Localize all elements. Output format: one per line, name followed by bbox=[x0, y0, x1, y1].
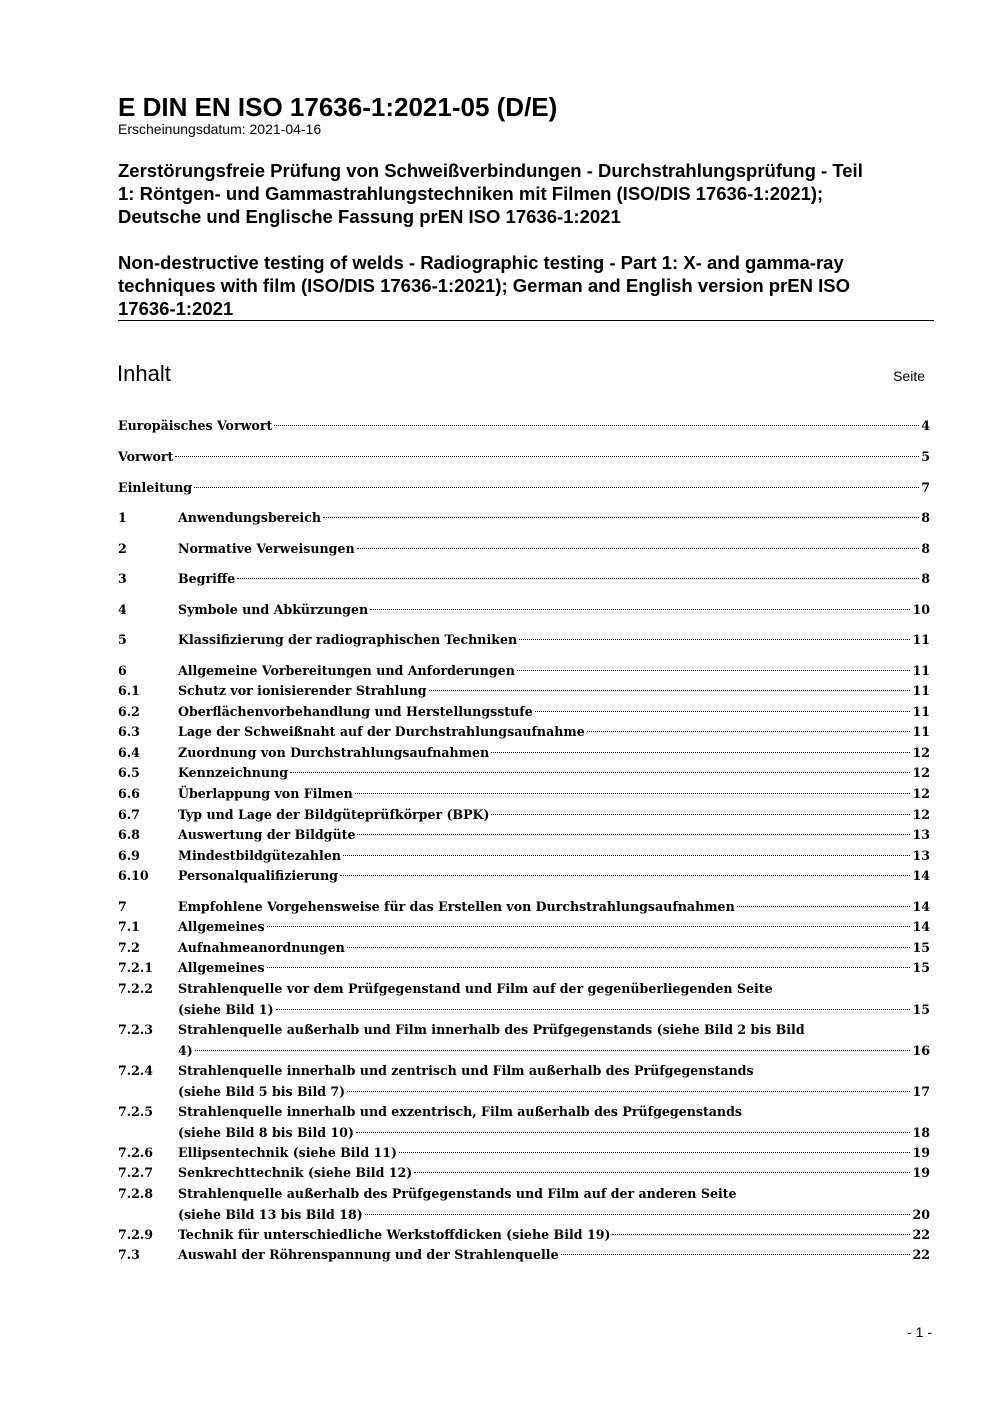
toc-dot-leader bbox=[491, 752, 910, 753]
toc-dot-leader bbox=[370, 609, 910, 610]
toc-entry-number: 6.3 bbox=[118, 724, 140, 739]
toc-entry-body bbox=[178, 917, 930, 938]
toc-page-column-label: Seite bbox=[893, 368, 925, 384]
toc-entry-body bbox=[178, 805, 930, 826]
toc-entry-body bbox=[178, 1163, 930, 1184]
toc-entry-line bbox=[178, 722, 930, 743]
toc-entry[interactable] bbox=[118, 1245, 930, 1266]
toc-entry-line bbox=[178, 1143, 930, 1164]
toc-entry-line bbox=[178, 805, 930, 826]
title-english-line: Non-destructive testing of welds - Radiographic testing - Part 1: X- and gamma-ray bbox=[118, 252, 844, 273]
toc-entry-number: 7.2.9 bbox=[118, 1227, 154, 1242]
toc-entry[interactable] bbox=[118, 938, 930, 959]
toc-entry-line bbox=[178, 1184, 930, 1205]
title-german-line: Deutsche und Englische Fassung prEN ISO 17636-1:2021 bbox=[118, 206, 621, 227]
toc-entry-page: 5 bbox=[921, 449, 930, 464]
toc-entry-line bbox=[178, 938, 930, 959]
toc-entry-title: 4) bbox=[178, 1042, 193, 1058]
toc-entry[interactable] bbox=[118, 508, 930, 529]
toc-entry-number: 7.2.2 bbox=[118, 981, 154, 996]
toc-entry-line bbox=[178, 661, 930, 682]
toc-entry-title: Strahlenquelle außerhalb des Prüfgegenstands und Film auf der anderen Seite bbox=[178, 1186, 737, 1201]
toc-entry[interactable] bbox=[118, 958, 930, 979]
toc-entry-title: Überlappung von Filmen bbox=[178, 786, 353, 801]
toc-entry-line bbox=[178, 1041, 930, 1062]
toc-entry-number: 7.2 bbox=[118, 940, 140, 955]
toc-entry-title: Kennzeichnung bbox=[178, 765, 289, 780]
toc-entry-line bbox=[178, 681, 930, 702]
toc-dot-leader bbox=[587, 731, 911, 732]
toc-entry-title: Einleitung bbox=[118, 480, 193, 495]
toc-entry[interactable] bbox=[118, 447, 930, 468]
toc-entry-page: 15 bbox=[912, 940, 930, 955]
toc-entry[interactable] bbox=[118, 763, 930, 784]
toc-entry[interactable] bbox=[118, 416, 930, 437]
toc-entry-line bbox=[178, 1082, 930, 1103]
toc-entry-line bbox=[178, 866, 930, 887]
toc-entry-line bbox=[178, 702, 930, 723]
toc-entry[interactable] bbox=[118, 979, 930, 1020]
toc-entry-number: 7.2.4 bbox=[118, 1063, 154, 1078]
toc-entry-body bbox=[178, 1245, 930, 1266]
document-id: E DIN EN ISO 17636-1:2021-05 (D/E) bbox=[118, 92, 558, 122]
toc-entry-title: Allgemeines bbox=[178, 960, 265, 975]
toc-entry-title: (siehe Bild 1) bbox=[178, 1001, 274, 1017]
toc-entry[interactable] bbox=[118, 805, 930, 826]
toc-dot-leader bbox=[323, 517, 919, 518]
toc-dot-leader bbox=[519, 639, 910, 640]
toc-entry-line bbox=[118, 447, 930, 468]
toc-entry-body bbox=[178, 1143, 930, 1164]
toc-dot-leader bbox=[340, 875, 911, 876]
toc-entry-page: 12 bbox=[912, 807, 930, 822]
toc-entry-body bbox=[178, 979, 930, 1020]
toc-entry-body bbox=[178, 1225, 930, 1246]
toc-entry[interactable] bbox=[118, 630, 930, 651]
toc-entry[interactable] bbox=[118, 702, 930, 723]
toc-dot-leader bbox=[267, 967, 911, 968]
toc-entry-title: Auswahl der Röhrenspannung und der Strahlenquelle bbox=[178, 1247, 559, 1262]
toc-entry-number: 6.4 bbox=[118, 745, 140, 760]
toc-entry-number: 6.8 bbox=[118, 827, 140, 842]
toc-entry-line bbox=[118, 416, 930, 437]
toc-entry-page: 8 bbox=[921, 510, 930, 525]
toc-dot-leader bbox=[561, 1254, 911, 1255]
toc-entry-body bbox=[178, 958, 930, 979]
toc-entry-title: Strahlenquelle außerhalb und Film innerhalb des Prüfgegenstands (siehe Bild 2 bis Bild bbox=[178, 1022, 805, 1037]
toc-entry[interactable] bbox=[118, 846, 930, 867]
toc-dot-leader bbox=[517, 670, 911, 671]
toc-entry-number: 7.3 bbox=[118, 1247, 140, 1262]
toc-entry-body bbox=[178, 722, 930, 743]
toc-entry[interactable] bbox=[118, 1102, 930, 1143]
toc-entry[interactable] bbox=[118, 1184, 930, 1225]
toc-entry-title: Anwendungsbereich bbox=[178, 510, 322, 525]
toc-dot-leader bbox=[267, 926, 911, 927]
toc-entry-number: 7.2.7 bbox=[118, 1165, 154, 1180]
toc-entry-body bbox=[178, 846, 930, 867]
toc-entry-page: 15 bbox=[912, 960, 930, 975]
toc-entry-number: 7.2.3 bbox=[118, 1022, 154, 1037]
toc-dot-leader bbox=[355, 793, 911, 794]
toc-entry-page: 14 bbox=[912, 919, 930, 934]
toc-entry-title: Auswertung der Bildgüte bbox=[178, 827, 356, 842]
toc-entry-body bbox=[178, 508, 930, 529]
toc-entry-title: Vorwort bbox=[118, 449, 174, 464]
toc-entry-number: 7 bbox=[118, 899, 127, 914]
toc-entry-title: Ellipsentechnik (siehe Bild 11) bbox=[178, 1145, 398, 1160]
toc-entry-body bbox=[178, 1020, 930, 1061]
toc-entry-page: 13 bbox=[912, 827, 930, 842]
toc-entry-page: 22 bbox=[912, 1227, 930, 1242]
toc-entry-title: Lage der Schweißnaht auf der Durchstrahlungsaufnahme bbox=[178, 724, 585, 739]
toc-entry-line bbox=[178, 1123, 930, 1144]
toc-dot-leader bbox=[343, 855, 910, 856]
toc-entry-page: 19 bbox=[912, 1165, 930, 1180]
toc-entry-number: 6.2 bbox=[118, 704, 140, 719]
toc-entry-line bbox=[178, 1000, 930, 1021]
toc-entry-body bbox=[118, 478, 930, 499]
toc-entry[interactable] bbox=[118, 1061, 930, 1102]
toc-dot-leader bbox=[290, 772, 910, 773]
toc-entry-body bbox=[178, 600, 930, 621]
toc-entry[interactable] bbox=[118, 478, 930, 499]
toc-entry-line bbox=[178, 1163, 930, 1184]
toc-entry-body bbox=[178, 897, 930, 918]
toc-entry-title: Empfohlene Vorgehensweise für das Erstellen von Durchstrahlungsaufnahmen bbox=[178, 899, 735, 914]
toc-entry-page: 22 bbox=[912, 1247, 930, 1262]
page-number: - 1 - bbox=[907, 1324, 932, 1340]
toc-entry-page: 10 bbox=[912, 602, 930, 617]
toc-heading: Inhalt bbox=[117, 361, 171, 386]
toc-entry-body bbox=[178, 569, 930, 590]
toc-entry-title: Schutz vor ionisierender Strahlung bbox=[178, 683, 427, 698]
toc-entry-line bbox=[178, 917, 930, 938]
toc-entry-page: 13 bbox=[912, 848, 930, 863]
toc-dot-leader bbox=[195, 1050, 911, 1051]
toc-entry[interactable] bbox=[118, 569, 930, 590]
title-english bbox=[118, 251, 948, 320]
toc-entry[interactable] bbox=[118, 661, 930, 682]
toc-entry-number: 6.9 bbox=[118, 848, 140, 863]
toc-entry-page: 12 bbox=[912, 745, 930, 760]
toc-entry-body bbox=[178, 661, 930, 682]
toc-entry-title: Mindestbildgütezahlen bbox=[178, 848, 341, 863]
toc-entry[interactable] bbox=[118, 600, 930, 621]
toc-dot-leader bbox=[357, 548, 920, 549]
toc-entry-title: Senkrechttechnik (siehe Bild 12) bbox=[178, 1165, 413, 1180]
toc-entry-line bbox=[178, 1102, 930, 1123]
toc-entry-line bbox=[178, 897, 930, 918]
toc-entry-page: 12 bbox=[912, 786, 930, 801]
toc-entry-body bbox=[178, 763, 930, 784]
toc-entry-line bbox=[178, 539, 930, 560]
title-divider bbox=[118, 320, 934, 321]
toc-entry-body bbox=[178, 681, 930, 702]
toc-entry-line bbox=[178, 958, 930, 979]
toc-entry-line bbox=[178, 600, 930, 621]
toc-entry-number: 5 bbox=[118, 632, 127, 647]
toc-entry[interactable] bbox=[118, 917, 930, 938]
toc-entry-page: 11 bbox=[912, 683, 930, 698]
toc-entry[interactable] bbox=[118, 722, 930, 743]
toc-entry-line bbox=[178, 1020, 930, 1041]
toc-entry-page: 20 bbox=[912, 1206, 930, 1222]
toc-entry-title: Allgemeine Vorbereitungen und Anforderungen bbox=[178, 663, 515, 678]
toc-entry-page: 4 bbox=[921, 418, 930, 433]
toc-entry-title: Normative Verweisungen bbox=[178, 541, 355, 556]
toc-entry-line bbox=[178, 569, 930, 590]
toc-entry-number: 7.2.8 bbox=[118, 1186, 154, 1201]
toc-entry-title: Allgemeines bbox=[178, 919, 265, 934]
toc-entry-number: 6 bbox=[118, 663, 127, 678]
toc-entry[interactable] bbox=[118, 866, 930, 887]
toc-entry-line bbox=[178, 743, 930, 764]
toc-entry[interactable] bbox=[118, 1163, 930, 1184]
toc-entry-line bbox=[178, 825, 930, 846]
toc-entry[interactable] bbox=[118, 1225, 930, 1246]
toc-dot-leader bbox=[429, 690, 911, 691]
toc-entry-body bbox=[178, 825, 930, 846]
toc-entry-number: 6.10 bbox=[118, 868, 149, 883]
toc-entry-title: Strahlenquelle vor dem Prüfgegenstand und Film auf der gegenüberliegenden Seite bbox=[178, 981, 773, 996]
toc-entry-title: Strahlenquelle innerhalb und exzentrisch, Film außerhalb des Prüfgegenstands bbox=[178, 1104, 742, 1119]
toc-entry-body bbox=[178, 1061, 930, 1102]
toc-dot-leader bbox=[399, 1152, 910, 1153]
toc-entry-body bbox=[178, 1102, 930, 1143]
toc-dot-leader bbox=[347, 947, 911, 948]
toc-dot-leader bbox=[612, 1234, 910, 1235]
toc-dot-leader bbox=[535, 711, 911, 712]
toc-dot-leader bbox=[347, 1091, 910, 1092]
toc-entry-number: 6.6 bbox=[118, 786, 140, 801]
toc-entry-page: 11 bbox=[912, 663, 930, 678]
toc-entry-number: 6.1 bbox=[118, 683, 140, 698]
toc-entry-line bbox=[178, 630, 930, 651]
toc-entry-line bbox=[178, 1205, 930, 1226]
toc-entry-page: 11 bbox=[912, 632, 930, 647]
toc-entry-page: 17 bbox=[912, 1083, 930, 1099]
toc-dot-leader bbox=[737, 906, 911, 907]
toc-entry-page: 11 bbox=[912, 724, 930, 739]
toc-entry-title: Typ und Lage der Bildgüteprüfkörper (BPK) bbox=[178, 807, 490, 822]
toc-entry-title: (siehe Bild 5 bis Bild 7) bbox=[178, 1083, 346, 1099]
toc-entry-line bbox=[178, 1245, 930, 1266]
toc-entry-title: (siehe Bild 13 bis Bild 18) bbox=[178, 1206, 363, 1222]
toc-entry-page: 8 bbox=[921, 541, 930, 556]
toc-entry-body bbox=[178, 784, 930, 805]
toc-entry-line bbox=[178, 763, 930, 784]
toc-entry-number: 1 bbox=[118, 510, 127, 525]
toc-dot-leader bbox=[276, 1009, 911, 1010]
toc-entry-number: 2 bbox=[118, 541, 127, 556]
toc-entry-title: Europäisches Vorwort bbox=[118, 418, 273, 433]
toc-entry[interactable] bbox=[118, 1143, 930, 1164]
toc-entry[interactable] bbox=[118, 539, 930, 560]
toc-entry-page: 19 bbox=[912, 1145, 930, 1160]
toc-entry-title: Strahlenquelle innerhalb und zentrisch und Film außerhalb des Prüfgegenstands bbox=[178, 1063, 754, 1078]
toc-entry-body bbox=[178, 866, 930, 887]
toc-entry-page: 11 bbox=[912, 704, 930, 719]
title-german bbox=[118, 159, 948, 228]
toc-entry-number: 7.2.6 bbox=[118, 1145, 154, 1160]
toc-dot-leader bbox=[491, 814, 910, 815]
title-german-line: 1: Röntgen- und Gammastrahlungstechniken mit Filmen (ISO/DIS 17636-1:2021); bbox=[118, 183, 824, 204]
toc-entry[interactable] bbox=[118, 825, 930, 846]
toc-entry-number: 7.2.5 bbox=[118, 1104, 154, 1119]
toc-entry-line bbox=[178, 1061, 930, 1082]
toc-entry-page: 12 bbox=[912, 765, 930, 780]
toc-entry-title: Zuordnung von Durchstrahlungsaufnahmen bbox=[178, 745, 490, 760]
toc-entry-body bbox=[178, 539, 930, 560]
toc-entry-line bbox=[178, 784, 930, 805]
toc-entry-body bbox=[118, 416, 930, 437]
toc-entry-page: 18 bbox=[912, 1124, 930, 1140]
toc-entry-body bbox=[178, 702, 930, 723]
title-german-line: Zerstörungsfreie Prüfung von Schweißverbindungen - Durchstrahlungsprüfung - Teil bbox=[118, 160, 863, 181]
toc-entry-body bbox=[178, 630, 930, 651]
toc-entry-line bbox=[118, 478, 930, 499]
toc-entry-line bbox=[178, 508, 930, 529]
toc-entry[interactable] bbox=[118, 897, 930, 918]
toc-dot-leader bbox=[414, 1172, 910, 1173]
toc-entry-title: Symbole und Abkürzungen bbox=[178, 602, 369, 617]
toc-entry-title: Aufnahmeanordnungen bbox=[178, 940, 345, 955]
toc-entry-number: 7.2.1 bbox=[118, 960, 154, 975]
toc-entry-page: 14 bbox=[912, 868, 930, 883]
toc-entry-line bbox=[178, 1225, 930, 1246]
toc-entry[interactable] bbox=[118, 743, 930, 764]
toc-dot-leader bbox=[356, 1132, 911, 1133]
toc-dot-leader bbox=[194, 487, 919, 488]
toc-entry-title: Begriffe bbox=[178, 571, 236, 586]
toc-dot-leader bbox=[357, 834, 910, 835]
toc-entry-line bbox=[178, 979, 930, 1000]
toc-entry-title: (siehe Bild 8 bis Bild 10) bbox=[178, 1124, 354, 1140]
toc-entry-title: Personalqualifizierung bbox=[178, 868, 338, 883]
toc-entry-title: Oberflächenvorbehandlung und Herstellungsstufe bbox=[178, 704, 533, 719]
toc-entry-body bbox=[118, 447, 930, 468]
toc-entry-page: 16 bbox=[912, 1042, 930, 1058]
toc-entry-number: 4 bbox=[118, 602, 127, 617]
publication-date: Erscheinungsdatum: 2021-04-16 bbox=[118, 121, 322, 137]
toc-dot-leader bbox=[237, 578, 919, 579]
toc-entry-line bbox=[178, 846, 930, 867]
toc-entry[interactable] bbox=[118, 784, 930, 805]
toc-entry-body bbox=[178, 743, 930, 764]
toc-dot-leader bbox=[365, 1214, 911, 1215]
toc-entry[interactable] bbox=[118, 1020, 930, 1061]
title-english-line: techniques with film (ISO/DIS 17636-1:2021); German and English version prEN ISO bbox=[118, 275, 850, 296]
toc-entry-page: 7 bbox=[921, 480, 930, 495]
toc-dot-leader bbox=[175, 456, 919, 457]
toc-dot-leader bbox=[274, 425, 919, 426]
toc-entry-page: 8 bbox=[921, 571, 930, 586]
title-english-line: 17636-1:2021 bbox=[118, 298, 234, 319]
toc-entry-number: 6.7 bbox=[118, 807, 140, 822]
toc-entry-number: 6.5 bbox=[118, 765, 140, 780]
toc-entry-page: 14 bbox=[912, 899, 930, 914]
toc-entry[interactable] bbox=[118, 681, 930, 702]
toc-entry-body bbox=[178, 1184, 930, 1225]
toc-entry-title: Klassifizierung der radiographischen Techniken bbox=[178, 632, 518, 647]
toc-entry-page: 15 bbox=[912, 1001, 930, 1017]
toc-entry-number: 3 bbox=[118, 571, 127, 586]
toc-entry-title: Technik für unterschiedliche Werkstoffdicken (siehe Bild 19) bbox=[178, 1227, 611, 1242]
toc-entry-body bbox=[178, 938, 930, 959]
toc-entry-number: 7.1 bbox=[118, 919, 140, 934]
